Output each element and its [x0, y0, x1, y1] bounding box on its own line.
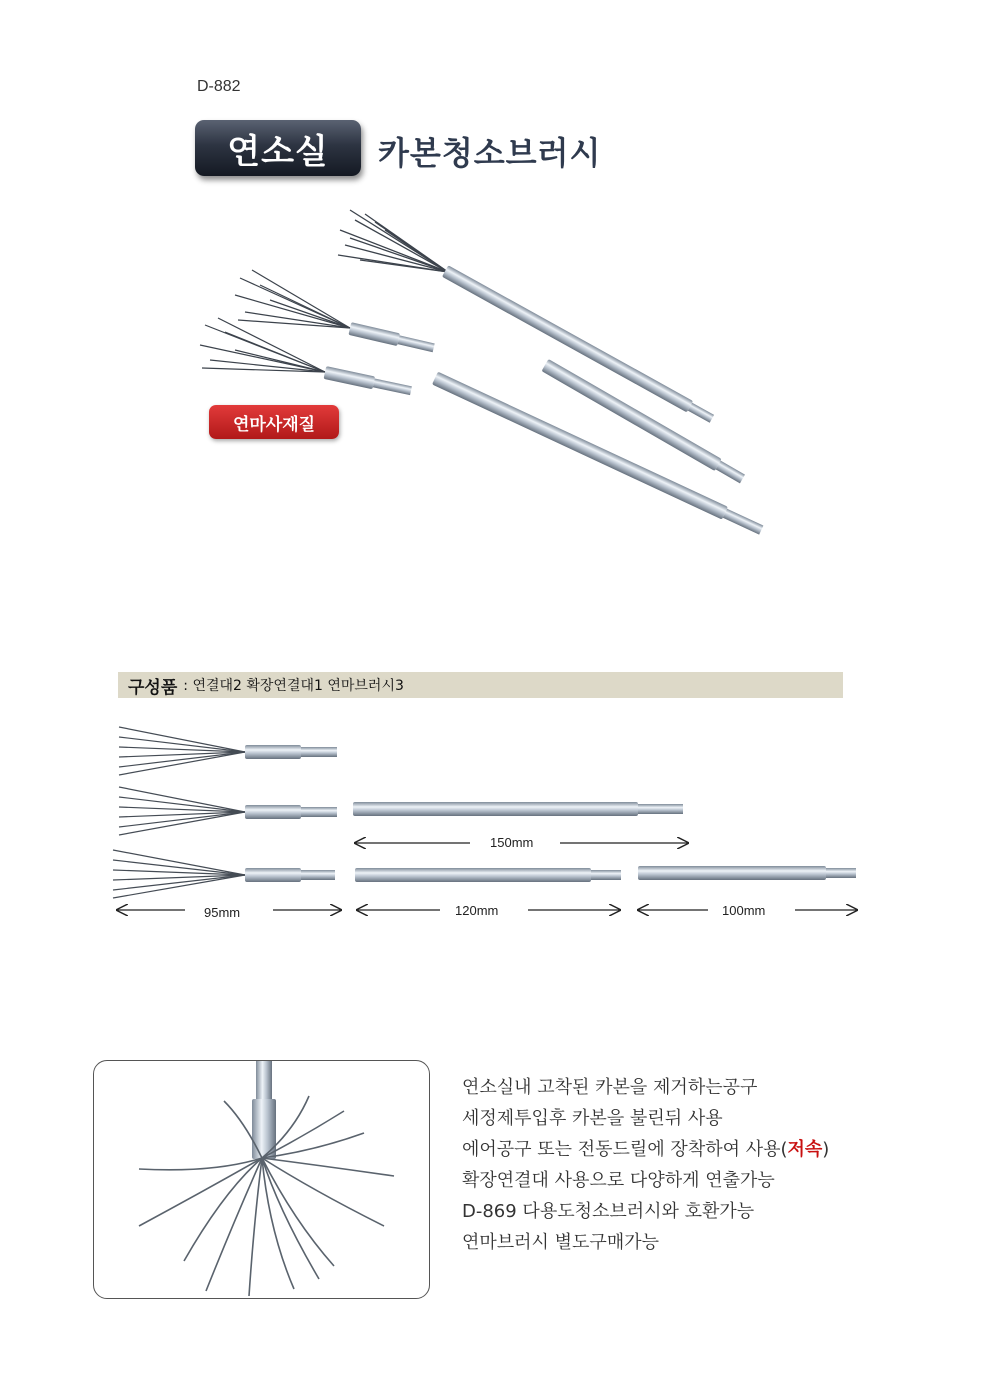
- desc-line-6: 연마브러시 별도구매가능: [462, 1232, 659, 1253]
- desc-line-1: 연소실내 고착된 카본을 제거하는공구: [462, 1077, 758, 1098]
- closeup-brush-illustration: [94, 1061, 429, 1298]
- material-badge: 연마사재질: [209, 405, 339, 439]
- desc-line-3-main: 에어공구 또는 전동드릴에 장착하여 사용(: [462, 1139, 788, 1160]
- components-label: 구성품: [128, 677, 178, 698]
- rod-120mm: [355, 868, 621, 882]
- dim-label-95: 95mm: [204, 905, 241, 920]
- long-brush-assembly: [338, 210, 715, 425]
- desc-line-3: [462, 1134, 829, 1165]
- desc-line-3-low-speed: 저속: [787, 1139, 823, 1160]
- brush-row-1: [119, 727, 337, 775]
- product-title: 카본청소브러시: [378, 134, 602, 172]
- title-badge: 연소실: [195, 120, 361, 176]
- closeup-photo-frame: [93, 1060, 430, 1299]
- dim-label-100: 100mm: [722, 903, 766, 918]
- product-photo: [190, 200, 810, 540]
- brush-row-2: [119, 787, 337, 835]
- rod-100mm: [638, 866, 856, 880]
- components-diagram: [105, 715, 875, 935]
- rod-150mm: [353, 802, 683, 816]
- components-bar: [118, 672, 843, 698]
- desc-line-3-end: ): [822, 1139, 830, 1160]
- desc-line-5: D-869 다용도청소브러시와 호환가능: [462, 1201, 755, 1222]
- brush-row-3: [113, 850, 335, 898]
- dim-label-150: 150mm: [490, 835, 534, 850]
- product-description: [462, 1072, 829, 1258]
- components-items: : 연결대2 확장연결대1 연마브러시3: [183, 678, 404, 694]
- desc-line-4: 확장연결대 사용으로 다양하게 연출가능: [462, 1170, 775, 1191]
- desc-line-2: 세정제투입후 카본을 불린뒤 사용: [462, 1108, 723, 1129]
- dim-label-120: 120mm: [455, 903, 499, 918]
- model-code: D-882: [197, 78, 241, 95]
